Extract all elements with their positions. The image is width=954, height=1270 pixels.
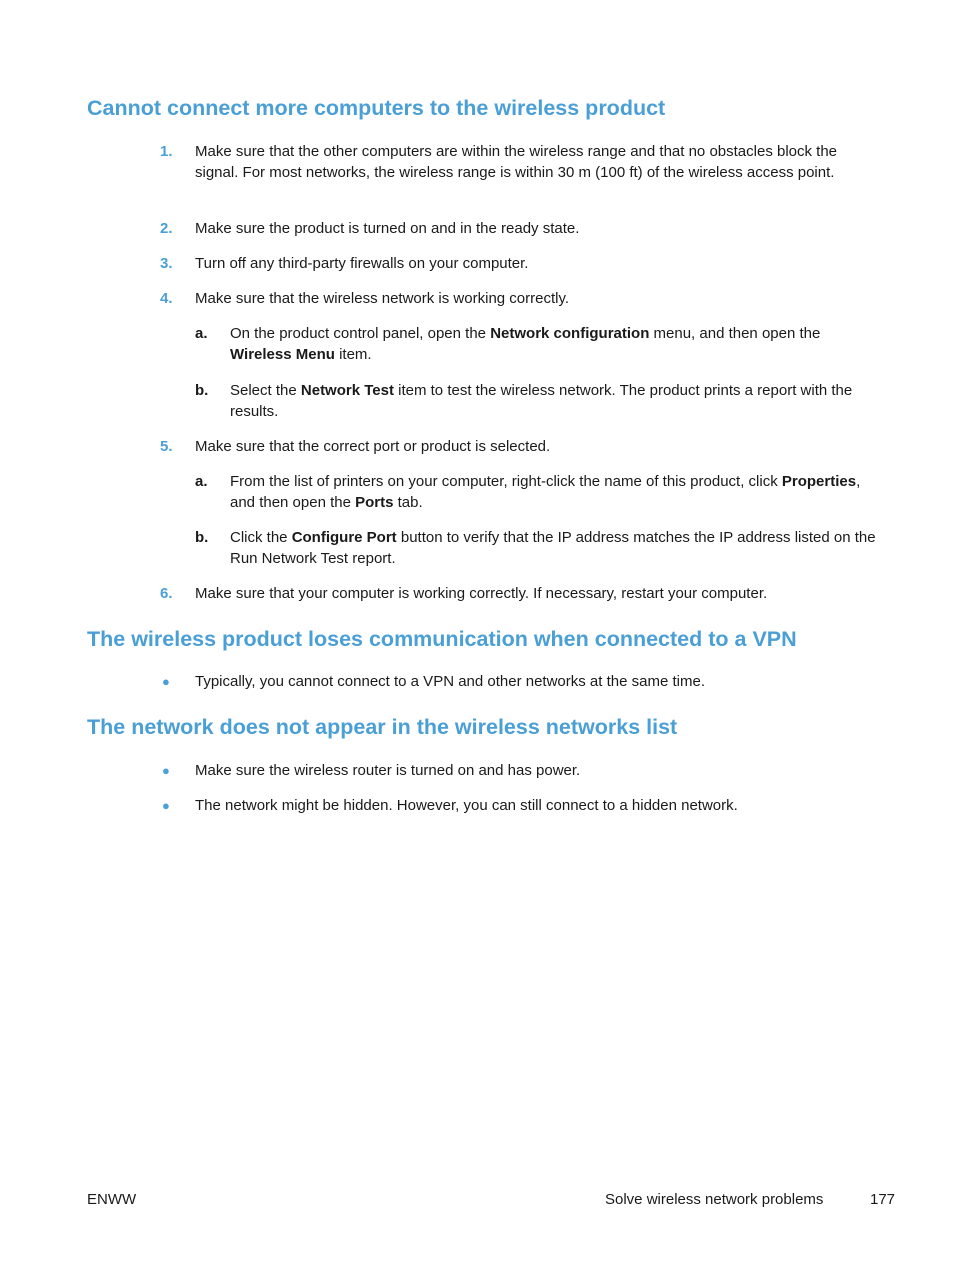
step-3 bbox=[160, 253, 880, 274]
heading-vpn-communication: The wireless product loses communication when connected to a VPN bbox=[87, 627, 797, 651]
step-6 bbox=[160, 583, 880, 604]
substep-5a bbox=[195, 471, 880, 513]
substep-letter: b. bbox=[195, 529, 209, 546]
step-5 bbox=[160, 436, 880, 457]
ui-term: Network Test bbox=[300, 382, 394, 399]
bullet-icon: ● bbox=[162, 674, 170, 689]
step-number: 6. bbox=[160, 585, 173, 602]
step-number: 2. bbox=[160, 220, 173, 237]
ui-term: Configure Port bbox=[291, 529, 397, 546]
step-2 bbox=[160, 218, 880, 239]
substep-letter: b. bbox=[195, 382, 209, 399]
step-number: 3. bbox=[160, 255, 173, 272]
bullet-text: Typically, you cannot connect to a VPN and other networks at the same time. bbox=[195, 673, 705, 690]
footer-enww: ENWW bbox=[87, 1191, 137, 1208]
substep-letter: a. bbox=[195, 325, 208, 342]
substep-text: On the product control panel, open the Network configuration menu, and then open the Wireless Menu item. bbox=[230, 325, 821, 363]
step-number: 5. bbox=[160, 438, 173, 455]
step-text: Make sure that the wireless network is working correctly. bbox=[195, 290, 570, 307]
step-text: Turn off any third-party firewalls on your computer. bbox=[195, 255, 529, 272]
ui-term: Ports bbox=[355, 494, 394, 511]
network-bullet-item bbox=[160, 760, 880, 781]
step-text: Make sure that your computer is working correctly. If necessary, restart your computer. bbox=[195, 585, 768, 602]
substep-text: Select the Network Test item to test the wireless network. The product prints a report with the results. bbox=[230, 382, 853, 420]
substep-5b bbox=[195, 527, 880, 569]
substep-text: From the list of printers on your computer, right-click the name of this product, click Properties, and then open the Ports tab. bbox=[230, 473, 861, 511]
bullet-icon: ● bbox=[162, 798, 170, 813]
ui-term: Properties bbox=[781, 473, 857, 490]
substep-letter: a. bbox=[195, 473, 208, 490]
bullet-text: Make sure the wireless router is turned on and has power. bbox=[195, 762, 581, 779]
step-text: Make sure that the correct port or product is selected. bbox=[195, 438, 551, 455]
footer-page-number: 177 bbox=[870, 1191, 896, 1208]
bullet-icon: ● bbox=[162, 763, 170, 778]
substep-4a bbox=[195, 323, 880, 365]
ui-term: Network configuration bbox=[490, 325, 650, 342]
vpn-bullet-item bbox=[160, 671, 880, 692]
footer-section-title: Solve wireless network problems bbox=[605, 1191, 824, 1208]
step-number: 1. bbox=[160, 143, 173, 160]
heading-network-not-listed: The network does not appear in the wireless networks list bbox=[87, 715, 678, 739]
step-text: Make sure that the other computers are within the wireless range and that no obstacles block the signal. For most networks, the wireless range is within 30 m (100 ft) of the wireless access point. bbox=[195, 143, 838, 181]
step-1 bbox=[160, 141, 880, 183]
step-4 bbox=[160, 288, 880, 309]
substep-text: Click the Configure Port button to verify that the IP address matches the IP address listed on the Run Network Test report. bbox=[230, 529, 876, 567]
heading-cannot-connect-more: Cannot connect more computers to the wireless product bbox=[87, 96, 666, 120]
substep-4b bbox=[195, 380, 880, 422]
bullet-text: The network might be hidden. However, you can still connect to a hidden network. bbox=[195, 797, 738, 814]
step-text: Make sure the product is turned on and in the ready state. bbox=[195, 220, 580, 237]
network-bullet-item bbox=[160, 795, 880, 816]
step-number: 4. bbox=[160, 290, 173, 307]
ui-term: Wireless Menu bbox=[230, 346, 335, 363]
